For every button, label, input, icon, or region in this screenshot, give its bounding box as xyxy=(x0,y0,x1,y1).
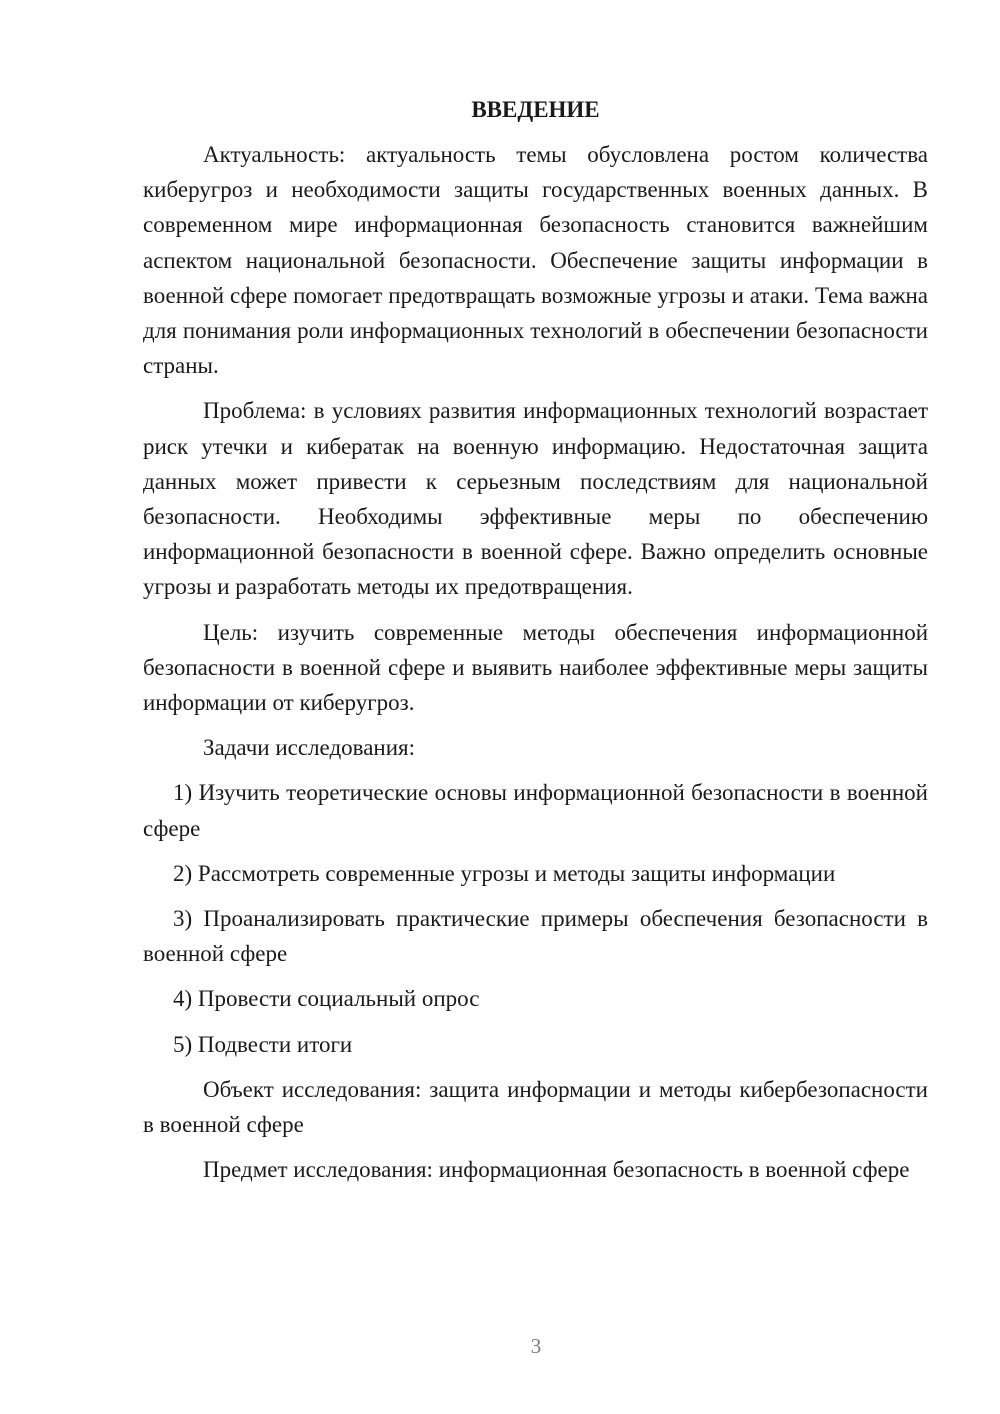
paragraph-goal: Цель: изучить современные методы обеспечения информационной безопасности в военной сфере и выявить наиболее эффективные меры защиты информации от киберугроз. xyxy=(143,619,928,716)
task-item-5: 5) Подвести итоги xyxy=(173,1031,353,1057)
paragraph-relevance: Актуальность: актуальность темы обусловлена ростом количества киберугроз и необходимости защиты государственных военных данных. В современном мире информационная безопасность становится важнейшим аспектом национальной безопасности. Обеспечение защиты информации в военной сфере помогает предотвращать возможные угрозы и атаки. Тема важна для понимания роли информационных технологий в обеспечении безопасности страны. xyxy=(143,142,928,379)
paragraph-object: Объект исследования: защита информации и методы кибербезопасности в военной сфере xyxy=(143,1076,928,1138)
page-content xyxy=(143,95,928,1197)
paragraph-subject: Предмет исследования: информационная безопасность в военной сфере xyxy=(203,1157,910,1183)
task-item-3: 3) Проанализировать практические примеры обеспечения безопасности в военной сфере xyxy=(143,906,928,967)
task-item-4: 4) Провести социальный опрос xyxy=(173,986,480,1012)
tasks-heading: Задачи исследования: xyxy=(203,735,416,761)
task-item-1: 1) Изучить теоретические основы информационной безопасности в военной сфере xyxy=(143,780,928,841)
paragraph-problem: Проблема: в условиях развития информационных технологий возрастает риск утечки и кибератак на военную информацию. Недостаточная защита данных может привести к серьезным последствиям для национальной безопасности. Необходимы эффективные меры по обеспечению информационной безопасности в военной сфере. Важно определить основные угрозы и разработать методы их предотвращения. xyxy=(143,398,928,600)
task-item-2: 2) Рассмотреть современные угрозы и методы защиты информации xyxy=(173,860,836,886)
page-number: 3 xyxy=(530,1334,542,1358)
page-title: ВВЕДЕНИЕ xyxy=(471,97,600,122)
